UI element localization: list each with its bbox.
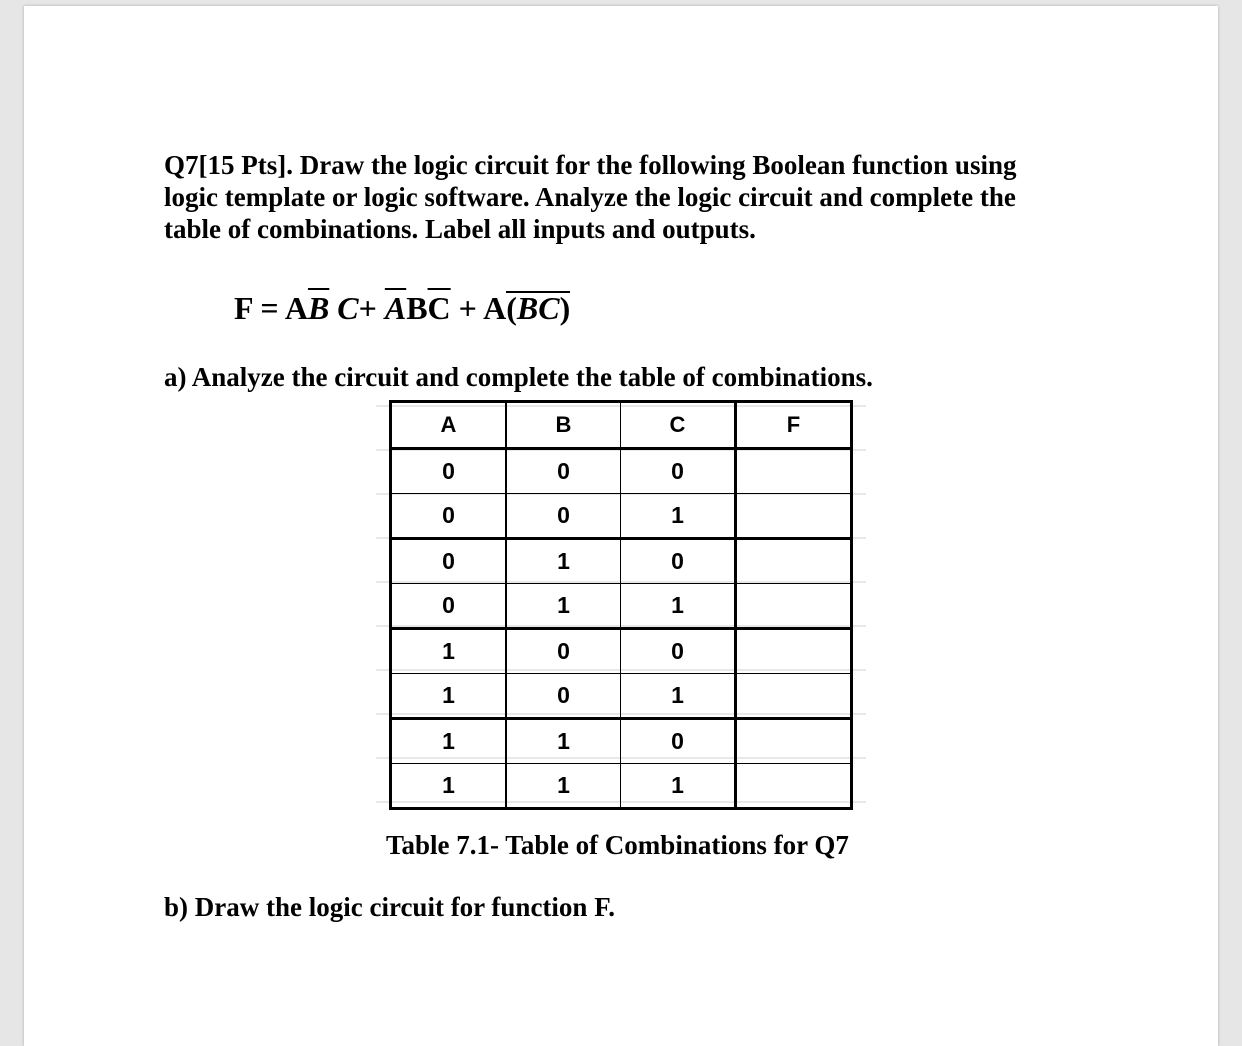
- cell-f-answer[interactable]: [736, 584, 852, 629]
- table-row: [391, 674, 852, 719]
- table-row: [391, 584, 852, 629]
- question-line-1: Q7[15 Pts]. Draw the logic circuit for the following Boolean function using: [164, 150, 1017, 180]
- table-row: [391, 764, 852, 809]
- cell-a: 1: [391, 629, 507, 674]
- cell-b: 1: [506, 719, 621, 764]
- formula-lhs: F = A: [234, 290, 308, 326]
- cell-a: 0: [391, 584, 507, 629]
- cell-f-answer[interactable]: [736, 719, 852, 764]
- cell-f-answer[interactable]: [736, 764, 852, 809]
- cell-a: 1: [391, 674, 507, 719]
- cell-a: 0: [391, 449, 507, 494]
- cell-b: 0: [506, 494, 621, 539]
- boolean-function: [234, 288, 570, 328]
- combinations-table: [389, 400, 853, 810]
- cell-a: 1: [391, 719, 507, 764]
- cell-b: 0: [506, 629, 621, 674]
- question-text: [164, 149, 1064, 245]
- cell-a: 0: [391, 539, 507, 584]
- header-c: C: [621, 402, 736, 449]
- cell-b: 1: [506, 764, 621, 809]
- formula-a-bar: $\overline{A}$: [384, 290, 407, 326]
- formula-bc-complement: [506, 290, 571, 326]
- question-line-2: logic template or logic software. Analyze the logic circuit and complete the: [164, 182, 1016, 212]
- table-row: [391, 629, 852, 674]
- formula-bc: BC: [516, 290, 560, 326]
- formula-plus-2: + A: [450, 290, 507, 326]
- cell-f-answer[interactable]: [736, 539, 852, 584]
- cell-c: 1: [621, 674, 736, 719]
- cell-c: 1: [621, 584, 736, 629]
- cell-c: 1: [621, 764, 736, 809]
- cell-c: 1: [621, 494, 736, 539]
- header-f: F: [736, 402, 852, 449]
- table-row: [391, 539, 852, 584]
- formula-b-bar: $\overline{B}$: [307, 290, 330, 326]
- formula-c-bar: $\overline{C}$: [427, 290, 451, 326]
- part-b-heading: b) Draw the logic circuit for function F.: [164, 892, 615, 922]
- cell-b: 1: [506, 539, 621, 584]
- cell-b: 0: [506, 449, 621, 494]
- cell-a: 1: [391, 764, 507, 809]
- formula-b: B: [406, 290, 428, 326]
- question-line-3: table of combinations. Label all inputs and outputs.: [164, 214, 756, 244]
- cell-c: 0: [621, 719, 736, 764]
- formula-paren-open: (: [506, 290, 517, 326]
- cell-f-answer[interactable]: [736, 494, 852, 539]
- table-row: [391, 719, 852, 764]
- table-caption: Table 7.1- Table of Combinations for Q7: [386, 830, 849, 860]
- cell-f-answer[interactable]: [736, 674, 852, 719]
- header-b: B: [506, 402, 621, 449]
- cell-f-answer[interactable]: [736, 629, 852, 674]
- formula-paren-close: ): [559, 290, 571, 326]
- part-a-heading: a) Analyze the circuit and complete the table of combinations.: [164, 362, 873, 392]
- table-row: [391, 449, 852, 494]
- table-header-row: [391, 402, 852, 449]
- cell-f-answer[interactable]: [736, 449, 852, 494]
- cell-c: 0: [621, 449, 736, 494]
- cell-b: 1: [506, 584, 621, 629]
- formula-c: C: [337, 290, 359, 326]
- cell-c: 0: [621, 539, 736, 584]
- cell-c: 0: [621, 629, 736, 674]
- formula-plus-1: +: [358, 290, 385, 326]
- document-page: [24, 6, 1218, 1046]
- cell-b: 0: [506, 674, 621, 719]
- table-row: [391, 494, 852, 539]
- header-a: A: [391, 402, 507, 449]
- cell-a: 0: [391, 494, 507, 539]
